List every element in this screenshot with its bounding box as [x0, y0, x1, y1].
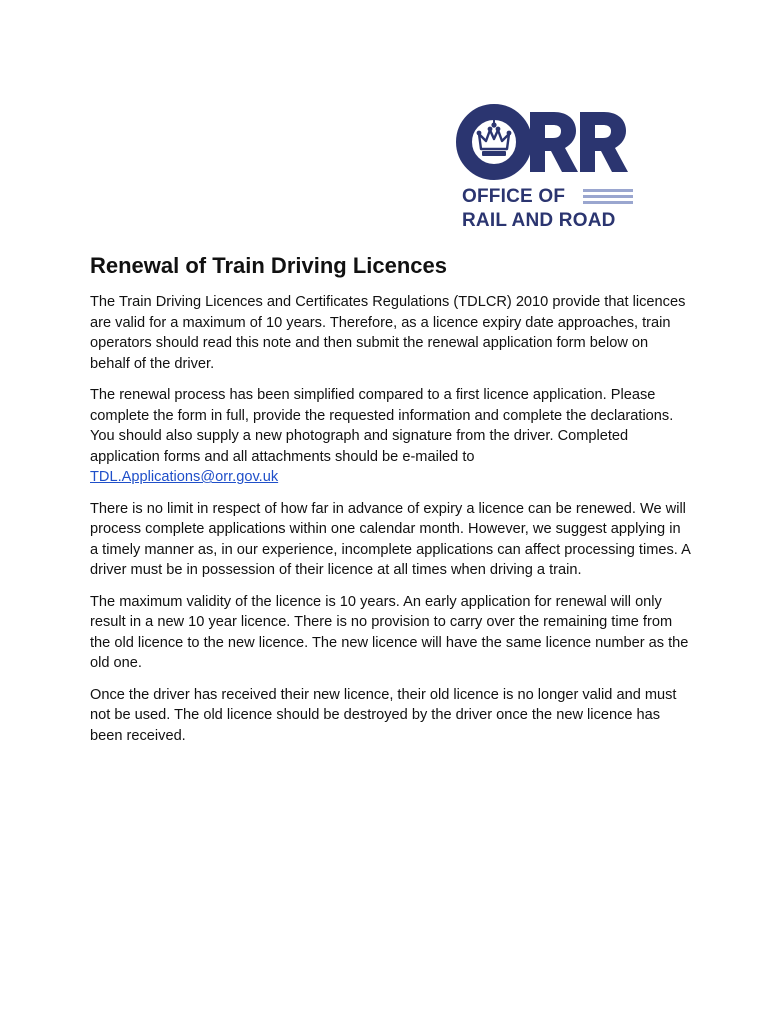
logo-text-rail-and-road: RAIL AND ROAD — [462, 210, 616, 231]
paragraph-2-text: The renewal process has been simplified compared to a first licence application. Please complete the form in full, provide the requested information and complete the declarations. You should also supply a new photograph and signature from the driver. Completed application forms and all attachments should be e-mailed to — [90, 387, 674, 465]
email-link[interactable]: TDL.Applications@orr.gov.uk — [90, 469, 279, 485]
logo-stripes — [583, 189, 633, 205]
orr-logo — [456, 101, 636, 233]
paragraph-5: Once the driver has received their new licence, their old licence is no longer valid and must not be used. The old licence should be destroyed by the driver once the new licence has been received. — [90, 686, 677, 744]
paragraph-1: The Train Driving Licences and Certificates Regulations (TDLCR) 2010 provide that licences are valid for a maximum of 10 years. Therefore, as a licence expiry date approaches, train operators should read this note and then submit the renewal application form below on behalf of the driver. — [90, 294, 686, 372]
logo-text-office-of: OFFICE OF — [462, 186, 566, 207]
paragraph-2 — [90, 385, 690, 488]
document-title: Renewal of Train Driving Licences — [90, 253, 447, 278]
paragraph-4: The maximum validity of the licence is 10 years. An early application for renewal will only result in a new 10 year licence. There is no provision to carry over the remaining time from the old licence to the new licence. The new licence will have the same licence number as the old one. — [90, 593, 689, 671]
orr-logo-mark — [456, 101, 636, 191]
document-body — [90, 252, 690, 757]
paragraph-3: There is no limit in respect of how far in advance of expiry a licence can be renewed. We will process complete applications within one calendar month. However, we suggest applying in a timely manner as, in our experience, incomplete applications can affect processing times. A driver must be in possession of their licence at all times when driving a train. — [90, 500, 691, 578]
